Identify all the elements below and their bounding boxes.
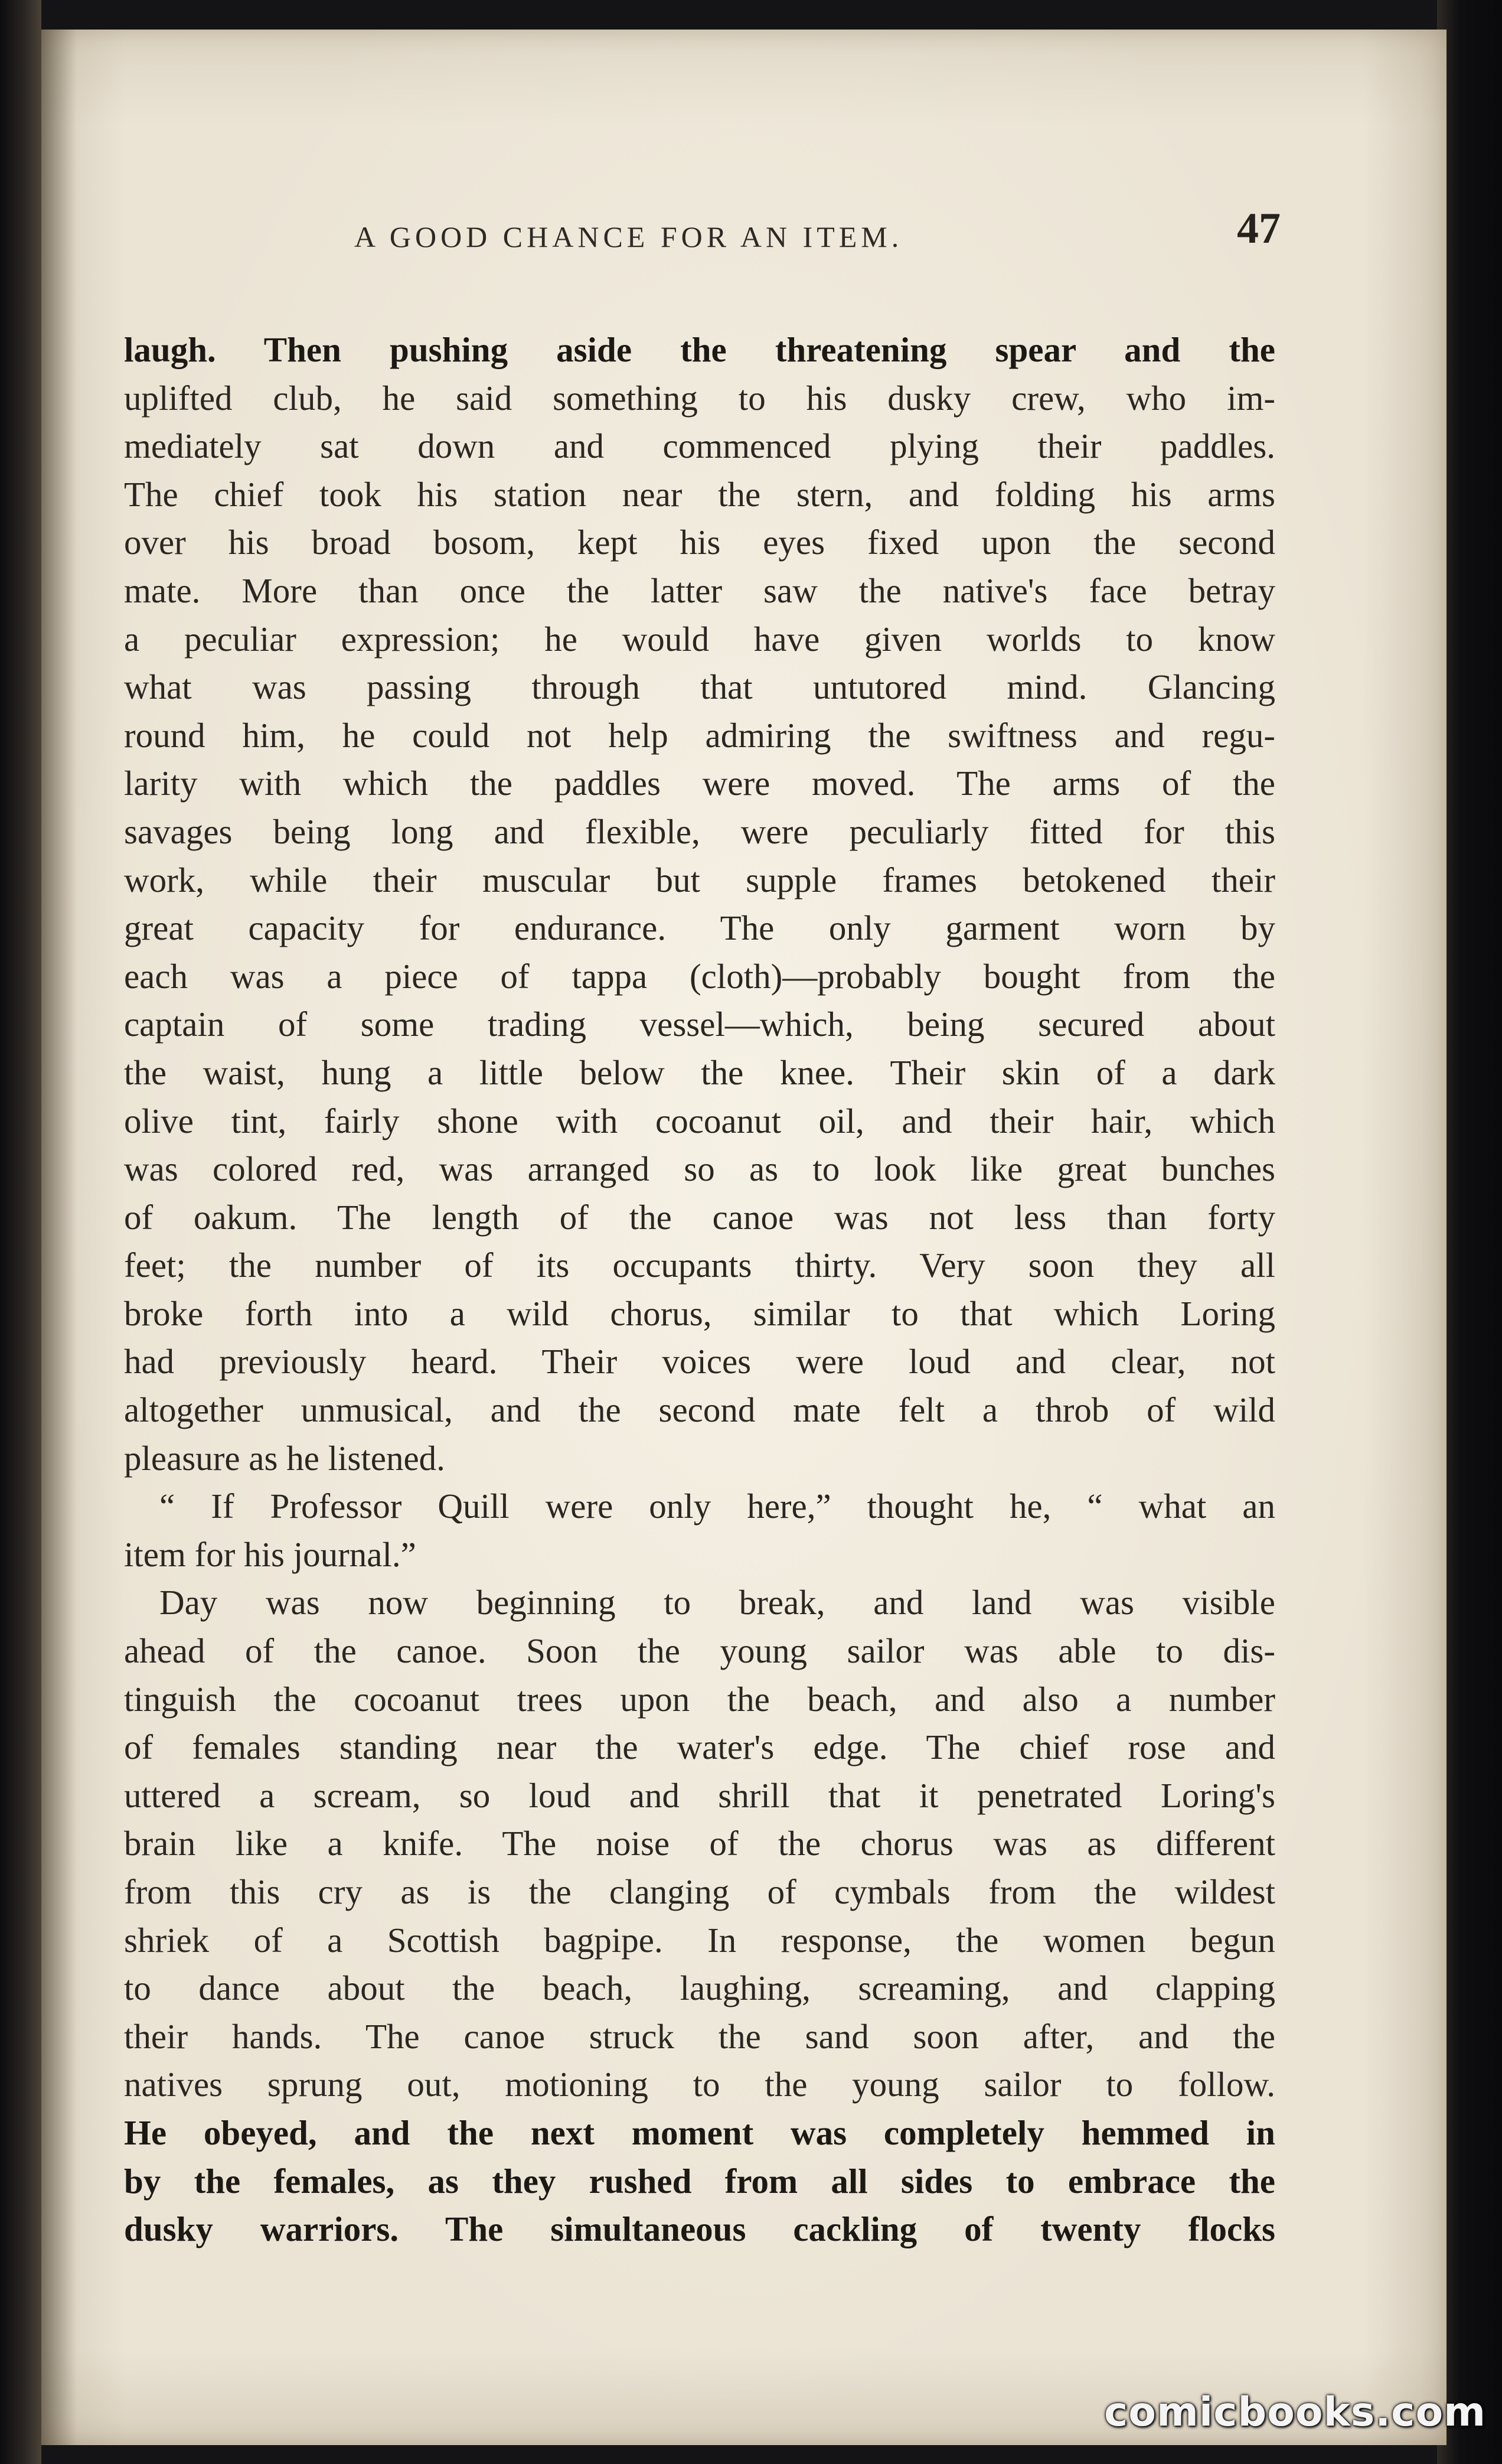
text-line: uttered a scream, so loud and shrill that it penetrated Loring's [124, 1775, 1275, 1815]
text-line: of females standing near the water's edge. The chief rose and [124, 1728, 1275, 1767]
text-line: to dance about the beach, laughing, screaming, and clapping [124, 1968, 1275, 2008]
text-line: from this cry as is the clanging of cymbals from the wildest [124, 1872, 1275, 1911]
text-line: laugh. Then pushing aside the threatening spear and the [124, 330, 1275, 369]
text-line: work, while their muscular but supple frames betokened their [124, 860, 1275, 899]
text-line: savages being long and flexible, were peculiarly fitted for this [124, 811, 1275, 851]
text-line: item for his journal.” [124, 1534, 416, 1574]
scan-background [1437, 0, 1502, 2464]
text-line: a peculiar expression; he would have given worlds to know [124, 619, 1275, 659]
text-line: altogether unmusical, and the second mate felt a throb of wild [124, 1390, 1275, 1430]
text-line: uplifted club, he said something to his dusky crew, who im- [124, 378, 1275, 418]
running-head: A GOOD CHANCE FOR AN ITEM. [354, 220, 903, 253]
text-line: feet; the number of its occupants thirty. Very soon they all [124, 1246, 1275, 1285]
text-line: He obeyed, and the next moment was completely hemmed in [124, 2113, 1275, 2152]
gutter-shadow [41, 30, 77, 2445]
text-line: ahead of the canoe. Soon the young sailor was able to dis- [124, 1631, 1275, 1671]
text-line: of oakum. The length of the canoe was not less than forty [124, 1197, 1275, 1237]
body-text [124, 326, 1275, 2254]
text-line: larity with which the paddles were moved. The arms of the [124, 764, 1275, 803]
text-line: “ If Professor Quill were only here,” thought he, “ what an [159, 1487, 1275, 1526]
text-line: the waist, hung a little below the knee. Their skin of a dark [124, 1052, 1275, 1092]
text-line: by the females, as they rushed from all sides to embrace the [124, 2161, 1275, 2201]
text-line: over his broad bosom, kept his eyes fixed upon the second [124, 523, 1275, 562]
text-line: captain of some trading vessel—which, being secured about [124, 1005, 1275, 1044]
text-line: what was passing through that untutored mind. Glancing [124, 667, 1275, 707]
text-line: The chief took his station near the stern, and folding his arms [124, 474, 1275, 514]
text-line: round him, he could not help admiring the swiftness and regu- [124, 715, 1275, 755]
text-line: broke forth into a wild chorus, similar to that which Loring [124, 1293, 1275, 1333]
text-line: dusky warriors. The simultaneous cackling of twenty flocks [124, 2209, 1275, 2249]
text-line: natives sprung out, motioning to the young sailor to follow. [124, 2065, 1275, 2104]
text-line: mate. More than once the latter saw the native's face betray [124, 571, 1275, 610]
text-line: tinguish the cocoanut trees upon the beach, and also a number [124, 1679, 1275, 1719]
page-number: 47 [1237, 204, 1281, 253]
text-line: Day was now beginning to break, and land was visible [159, 1583, 1275, 1622]
text-line: had previously heard. Their voices were loud and clear, not [124, 1342, 1275, 1381]
text-line: each was a piece of tappa (cloth)—probably bought from the [124, 956, 1275, 996]
text-line: shriek of a Scottish bagpipe. In response, the women begun [124, 1920, 1275, 1960]
text-line: mediately sat down and commenced plying their paddles. [124, 426, 1275, 466]
text-line: their hands. The canoe struck the sand soon after, and the [124, 2016, 1275, 2056]
text-line: olive tint, fairly shone with cocoanut oil, and their hair, which [124, 1101, 1275, 1140]
watermark: comicbooks.com [1104, 2389, 1487, 2436]
text-line: brain like a knife. The noise of the chorus was as different [124, 1824, 1275, 1863]
text-line: pleasure as he listened. [124, 1438, 445, 1478]
text-line: great capacity for endurance. The only garment worn by [124, 908, 1275, 948]
facing-page-edge [0, 0, 41, 2464]
text-line: was colored red, was arranged so as to look like great bunches [124, 1149, 1275, 1189]
